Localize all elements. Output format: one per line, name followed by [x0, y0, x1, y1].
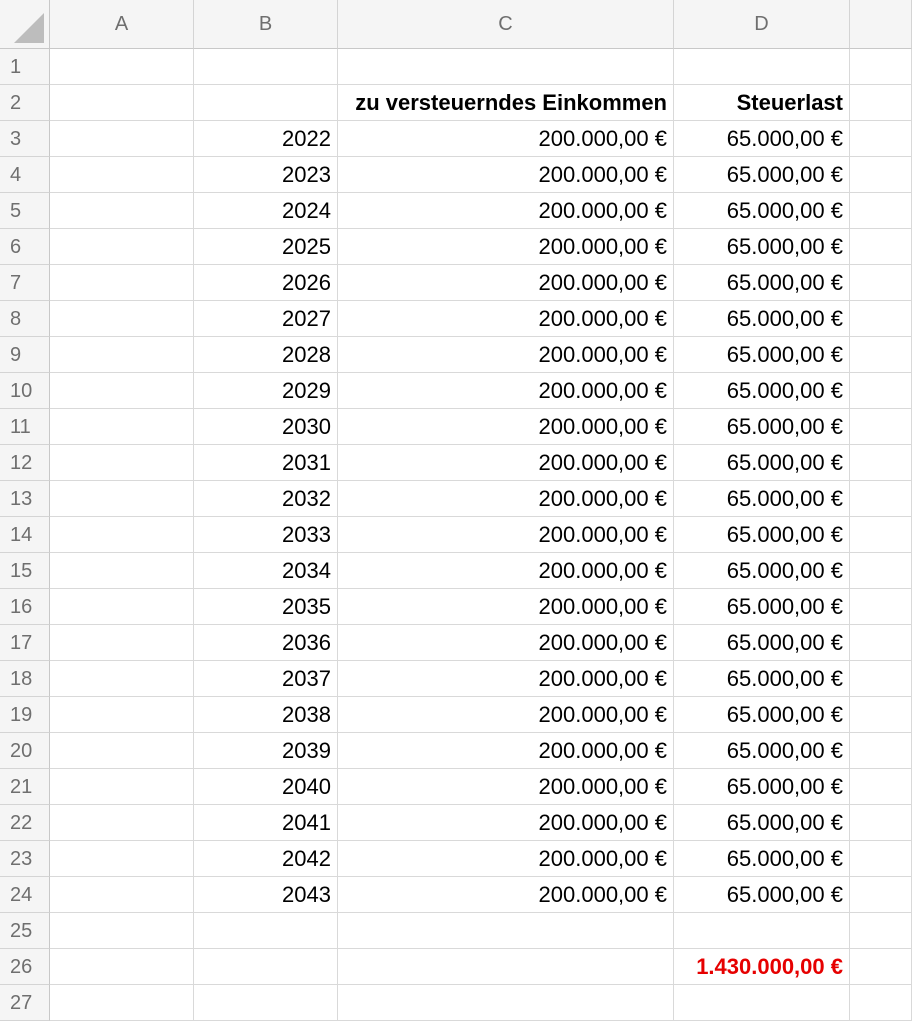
cell-a12[interactable] [50, 445, 194, 481]
column-header-c[interactable]: C [338, 0, 674, 49]
cell-e22[interactable] [850, 805, 912, 841]
cell-b4[interactable]: 2023 [194, 157, 338, 193]
cell-d20[interactable]: 65.000,00 € [674, 733, 850, 769]
cell-e5[interactable] [850, 193, 912, 229]
cell-a7[interactable] [50, 265, 194, 301]
row-header-4[interactable]: 4 [0, 157, 50, 193]
cell-d12[interactable]: 65.000,00 € [674, 445, 850, 481]
cell-d25[interactable] [674, 913, 850, 949]
cell-c2[interactable]: zu versteuerndes Einkommen [338, 85, 674, 121]
cell-c23[interactable]: 200.000,00 € [338, 841, 674, 877]
cell-c14[interactable]: 200.000,00 € [338, 517, 674, 553]
cell-b2[interactable] [194, 85, 338, 121]
cell-a6[interactable] [50, 229, 194, 265]
row-header-26[interactable]: 26 [0, 949, 50, 985]
row-header-12[interactable]: 12 [0, 445, 50, 481]
row-header-13[interactable]: 13 [0, 481, 50, 517]
cell-b27[interactable] [194, 985, 338, 1021]
row-header-24[interactable]: 24 [0, 877, 50, 913]
cell-c9[interactable]: 200.000,00 € [338, 337, 674, 373]
column-header-a[interactable]: A [50, 0, 194, 49]
cell-e13[interactable] [850, 481, 912, 517]
cell-a5[interactable] [50, 193, 194, 229]
cell-d17[interactable]: 65.000,00 € [674, 625, 850, 661]
cell-d24[interactable]: 65.000,00 € [674, 877, 850, 913]
column-header-e[interactable] [850, 0, 912, 49]
column-header-b[interactable]: B [194, 0, 338, 49]
cell-e4[interactable] [850, 157, 912, 193]
cell-c17[interactable]: 200.000,00 € [338, 625, 674, 661]
cell-b7[interactable]: 2026 [194, 265, 338, 301]
cell-a21[interactable] [50, 769, 194, 805]
cell-a27[interactable] [50, 985, 194, 1021]
row-header-8[interactable]: 8 [0, 301, 50, 337]
cell-c12[interactable]: 200.000,00 € [338, 445, 674, 481]
cell-c15[interactable]: 200.000,00 € [338, 553, 674, 589]
cell-b11[interactable]: 2030 [194, 409, 338, 445]
row-header-14[interactable]: 14 [0, 517, 50, 553]
cell-c7[interactable]: 200.000,00 € [338, 265, 674, 301]
cell-e16[interactable] [850, 589, 912, 625]
cell-d18[interactable]: 65.000,00 € [674, 661, 850, 697]
cell-a9[interactable] [50, 337, 194, 373]
cell-d1[interactable] [674, 49, 850, 85]
cell-c4[interactable]: 200.000,00 € [338, 157, 674, 193]
cell-a24[interactable] [50, 877, 194, 913]
cell-a20[interactable] [50, 733, 194, 769]
cell-c8[interactable]: 200.000,00 € [338, 301, 674, 337]
cell-b9[interactable]: 2028 [194, 337, 338, 373]
cell-c16[interactable]: 200.000,00 € [338, 589, 674, 625]
cell-a4[interactable] [50, 157, 194, 193]
cell-d4[interactable]: 65.000,00 € [674, 157, 850, 193]
cell-e27[interactable] [850, 985, 912, 1021]
row-header-18[interactable]: 18 [0, 661, 50, 697]
cell-a16[interactable] [50, 589, 194, 625]
row-header-5[interactable]: 5 [0, 193, 50, 229]
cell-c20[interactable]: 200.000,00 € [338, 733, 674, 769]
cell-d23[interactable]: 65.000,00 € [674, 841, 850, 877]
cell-d13[interactable]: 65.000,00 € [674, 481, 850, 517]
cell-b25[interactable] [194, 913, 338, 949]
cell-c3[interactable]: 200.000,00 € [338, 121, 674, 157]
cell-c19[interactable]: 200.000,00 € [338, 697, 674, 733]
cell-a8[interactable] [50, 301, 194, 337]
row-header-16[interactable]: 16 [0, 589, 50, 625]
row-header-3[interactable]: 3 [0, 121, 50, 157]
cell-b21[interactable]: 2040 [194, 769, 338, 805]
cell-b20[interactable]: 2039 [194, 733, 338, 769]
cell-b8[interactable]: 2027 [194, 301, 338, 337]
cell-e17[interactable] [850, 625, 912, 661]
cell-d6[interactable]: 65.000,00 € [674, 229, 850, 265]
cell-a14[interactable] [50, 517, 194, 553]
cell-a2[interactable] [50, 85, 194, 121]
row-header-27[interactable]: 27 [0, 985, 50, 1021]
cell-e12[interactable] [850, 445, 912, 481]
cell-a22[interactable] [50, 805, 194, 841]
cell-c6[interactable]: 200.000,00 € [338, 229, 674, 265]
cell-e1[interactable] [850, 49, 912, 85]
cell-d21[interactable]: 65.000,00 € [674, 769, 850, 805]
cell-e15[interactable] [850, 553, 912, 589]
cell-e23[interactable] [850, 841, 912, 877]
row-header-1[interactable]: 1 [0, 49, 50, 85]
cell-d3[interactable]: 65.000,00 € [674, 121, 850, 157]
cell-e20[interactable] [850, 733, 912, 769]
cell-c21[interactable]: 200.000,00 € [338, 769, 674, 805]
cell-b13[interactable]: 2032 [194, 481, 338, 517]
cell-e26[interactable] [850, 949, 912, 985]
cell-d9[interactable]: 65.000,00 € [674, 337, 850, 373]
cell-e21[interactable] [850, 769, 912, 805]
cell-b14[interactable]: 2033 [194, 517, 338, 553]
cell-b1[interactable] [194, 49, 338, 85]
cell-c10[interactable]: 200.000,00 € [338, 373, 674, 409]
row-header-22[interactable]: 22 [0, 805, 50, 841]
cell-c27[interactable] [338, 985, 674, 1021]
total-cell[interactable]: 1.430.000,00 € [674, 949, 850, 985]
cell-d16[interactable]: 65.000,00 € [674, 589, 850, 625]
cell-e14[interactable] [850, 517, 912, 553]
row-header-6[interactable]: 6 [0, 229, 50, 265]
cell-b19[interactable]: 2038 [194, 697, 338, 733]
cell-b18[interactable]: 2037 [194, 661, 338, 697]
cell-c18[interactable]: 200.000,00 € [338, 661, 674, 697]
row-header-7[interactable]: 7 [0, 265, 50, 301]
row-header-9[interactable]: 9 [0, 337, 50, 373]
row-header-20[interactable]: 20 [0, 733, 50, 769]
cell-e2[interactable] [850, 85, 912, 121]
cell-a26[interactable] [50, 949, 194, 985]
cell-e25[interactable] [850, 913, 912, 949]
cell-d8[interactable]: 65.000,00 € [674, 301, 850, 337]
cell-c26[interactable] [338, 949, 674, 985]
cell-b5[interactable]: 2024 [194, 193, 338, 229]
cell-e7[interactable] [850, 265, 912, 301]
cell-d11[interactable]: 65.000,00 € [674, 409, 850, 445]
cell-c25[interactable] [338, 913, 674, 949]
cell-b26[interactable] [194, 949, 338, 985]
row-header-23[interactable]: 23 [0, 841, 50, 877]
cell-e3[interactable] [850, 121, 912, 157]
cell-a25[interactable] [50, 913, 194, 949]
cell-b3[interactable]: 2022 [194, 121, 338, 157]
cell-b10[interactable]: 2029 [194, 373, 338, 409]
cell-a23[interactable] [50, 841, 194, 877]
cell-c24[interactable]: 200.000,00 € [338, 877, 674, 913]
cell-b15[interactable]: 2034 [194, 553, 338, 589]
cell-b23[interactable]: 2042 [194, 841, 338, 877]
row-header-25[interactable]: 25 [0, 913, 50, 949]
cell-d15[interactable]: 65.000,00 € [674, 553, 850, 589]
cell-e6[interactable] [850, 229, 912, 265]
cell-d14[interactable]: 65.000,00 € [674, 517, 850, 553]
cell-a19[interactable] [50, 697, 194, 733]
cell-c22[interactable]: 200.000,00 € [338, 805, 674, 841]
row-header-17[interactable]: 17 [0, 625, 50, 661]
cell-a10[interactable] [50, 373, 194, 409]
cell-e18[interactable] [850, 661, 912, 697]
row-header-10[interactable]: 10 [0, 373, 50, 409]
cell-e8[interactable] [850, 301, 912, 337]
cell-c11[interactable]: 200.000,00 € [338, 409, 674, 445]
row-header-21[interactable]: 21 [0, 769, 50, 805]
cell-d19[interactable]: 65.000,00 € [674, 697, 850, 733]
cell-a17[interactable] [50, 625, 194, 661]
select-all-triangle-icon [14, 13, 44, 43]
cell-d10[interactable]: 65.000,00 € [674, 373, 850, 409]
cell-c5[interactable]: 200.000,00 € [338, 193, 674, 229]
cell-d22[interactable]: 65.000,00 € [674, 805, 850, 841]
row-header-2[interactable]: 2 [0, 85, 50, 121]
cell-b12[interactable]: 2031 [194, 445, 338, 481]
cell-b24[interactable]: 2043 [194, 877, 338, 913]
cell-b22[interactable]: 2041 [194, 805, 338, 841]
cell-e10[interactable] [850, 373, 912, 409]
select-all-corner[interactable] [0, 0, 50, 49]
cell-a1[interactable] [50, 49, 194, 85]
cell-c13[interactable]: 200.000,00 € [338, 481, 674, 517]
cell-d27[interactable] [674, 985, 850, 1021]
cell-b16[interactable]: 2035 [194, 589, 338, 625]
row-header-15[interactable]: 15 [0, 553, 50, 589]
cell-c1[interactable] [338, 49, 674, 85]
column-header-d[interactable]: D [674, 0, 850, 49]
row-header-19[interactable]: 19 [0, 697, 50, 733]
cell-a11[interactable] [50, 409, 194, 445]
cell-b17[interactable]: 2036 [194, 625, 338, 661]
cell-e9[interactable] [850, 337, 912, 373]
cell-d5[interactable]: 65.000,00 € [674, 193, 850, 229]
cell-a15[interactable] [50, 553, 194, 589]
row-header-11[interactable]: 11 [0, 409, 50, 445]
cell-a3[interactable] [50, 121, 194, 157]
cell-a18[interactable] [50, 661, 194, 697]
cell-d2[interactable]: Steuerlast [674, 85, 850, 121]
cell-e19[interactable] [850, 697, 912, 733]
cell-a13[interactable] [50, 481, 194, 517]
cell-b6[interactable]: 2025 [194, 229, 338, 265]
cell-d7[interactable]: 65.000,00 € [674, 265, 850, 301]
cell-e24[interactable] [850, 877, 912, 913]
cell-e11[interactable] [850, 409, 912, 445]
